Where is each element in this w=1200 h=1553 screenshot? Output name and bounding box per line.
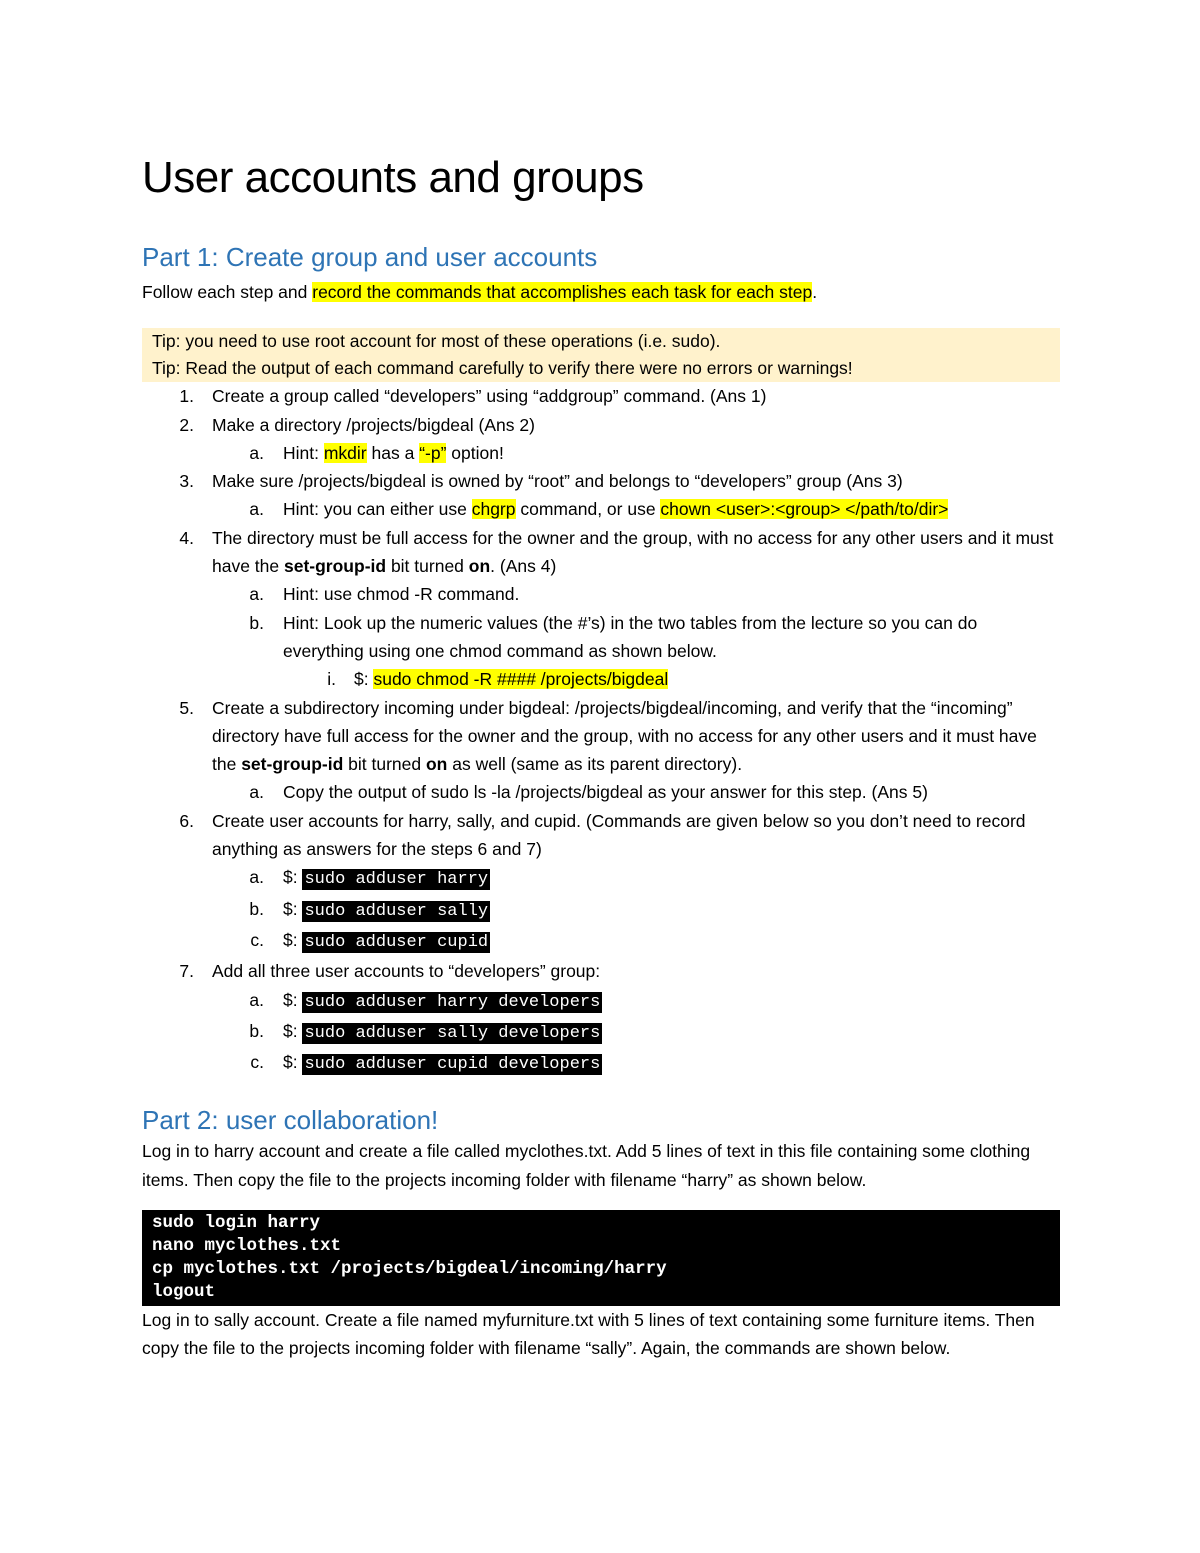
- step-text: Hint: Look up the numeric values (the #’s) in the two tables from the lecture so you can do everything using one chmod command as shown below.: [283, 612, 978, 661]
- list-marker: 6.: [179, 810, 194, 831]
- list-marker: a.: [249, 584, 264, 605]
- list-marker: 7.: [179, 961, 194, 982]
- list-marker: b.: [249, 612, 264, 633]
- part2-paragraph-2: Log in to sally account. Create a file named myfurniture.txt with 5 lines of text containing some furniture items. Then copy the file to the projects incoming folder with filename “sally”. Again, the commands are shown below.: [142, 1310, 1035, 1359]
- list-item: [142, 895, 1060, 926]
- step-text: Hint: use chmod -R command.: [283, 584, 520, 605]
- bold-text: set-group-id: [284, 556, 387, 577]
- step-text: . (Ans 4): [490, 556, 557, 577]
- list-marker: a.: [249, 499, 264, 520]
- intro-text: Follow each step and: [142, 282, 313, 302]
- step-text: Create a subdirectory incoming under bigdeal: /projects/bigdeal/incoming, and verify that the “incoming” directory have full access for the owner and the group, with no access for any other users and it must have the: [212, 697, 1037, 775]
- list-item: [142, 467, 1060, 495]
- list-item: [142, 863, 1060, 894]
- list-marker: c.: [250, 1052, 264, 1073]
- step-text: Add all three user accounts to “developers” group:: [212, 961, 601, 982]
- bold-text: on: [468, 556, 491, 577]
- list-marker: 3.: [179, 471, 194, 492]
- tip-line-2: Tip: Read the output of each command carefully to verify there were no errors or warnings!: [152, 358, 853, 379]
- highlight: chown <user>:<group> </path/to/dir>: [660, 499, 949, 520]
- list-item: [142, 957, 1060, 985]
- list-marker: a.: [249, 442, 264, 463]
- list-item: [142, 926, 1060, 957]
- terminal-command: sudo adduser sally: [304, 901, 489, 921]
- step-text: Hint:: [283, 442, 324, 463]
- page-title: User accounts and groups: [142, 153, 644, 202]
- bold-text: on: [425, 754, 448, 775]
- code-line: nano myclothes.txt: [152, 1236, 342, 1257]
- terminal-command: sudo adduser cupid: [304, 932, 489, 952]
- list-item: [142, 665, 1060, 693]
- list-item: [142, 382, 1060, 410]
- step-text: The directory must be full access for the owner and the group, with no access for any other users and it must have the: [212, 527, 1054, 577]
- part2-heading: Part 2: user collaboration!: [142, 1105, 439, 1136]
- list-item: [142, 694, 1060, 779]
- part1-intro: [142, 278, 1060, 306]
- list-marker: b.: [249, 1020, 264, 1041]
- prompt: $:: [283, 929, 303, 950]
- highlight: mkdir: [323, 442, 367, 463]
- list-item: [142, 609, 1060, 666]
- step-text: Create a group called “developers” using “addgroup” command. (Ans 1): [212, 386, 767, 407]
- steps-list: [142, 382, 1060, 1079]
- step-text: option!: [446, 442, 504, 463]
- terminal-command: sudo adduser harry: [304, 870, 489, 890]
- terminal-command: sudo adduser harry developers: [304, 992, 601, 1012]
- list-item: [142, 986, 1060, 1017]
- list-marker: i.: [327, 669, 336, 690]
- list-marker: a.: [249, 867, 264, 888]
- list-item: [142, 495, 1060, 523]
- step-text: bit turned: [343, 754, 426, 775]
- bold-text: set-group-id: [241, 754, 344, 775]
- document-body: [142, 150, 1060, 1363]
- code-line: logout: [152, 1282, 216, 1303]
- list-marker: a.: [249, 782, 264, 803]
- step-text: as well (same as its parent directory).: [447, 754, 743, 775]
- code-block: [142, 1210, 1060, 1306]
- step-text: bit turned: [386, 556, 469, 577]
- list-marker: c.: [250, 929, 264, 950]
- list-marker: 4.: [179, 527, 194, 548]
- step-text: Make sure /projects/bigdeal is owned by “root” and belongs to “developers” group (Ans 3): [212, 471, 903, 492]
- prompt: $:: [354, 669, 374, 690]
- list-marker: b.: [249, 898, 264, 919]
- prompt: $:: [283, 989, 303, 1010]
- terminal-command: sudo adduser sally developers: [304, 1023, 601, 1043]
- list-item: [142, 807, 1060, 864]
- prompt: $:: [283, 1052, 303, 1073]
- list-item: [142, 580, 1060, 608]
- prompt: $:: [283, 1020, 303, 1041]
- tip-line-1: Tip: you need to use root account for most of these operations (i.e. sudo).: [152, 331, 721, 352]
- part1-heading: Part 1: Create group and user accounts: [142, 242, 598, 272]
- list-item: [142, 778, 1060, 806]
- list-item: [142, 1017, 1060, 1048]
- list-marker: a.: [249, 989, 264, 1010]
- list-marker: 2.: [179, 414, 194, 435]
- step-text: Make a directory /projects/bigdeal (Ans 2): [212, 414, 535, 435]
- prompt: $:: [283, 867, 303, 888]
- code-line: sudo login harry: [152, 1213, 321, 1234]
- list-item: [142, 524, 1060, 581]
- step-text: Hint: you can either use: [283, 499, 472, 520]
- step-text: Create user accounts for harry, sally, and cupid. (Commands are given below so you don’t need to record anything as answers for the steps 6 and 7): [212, 810, 1026, 860]
- command-highlight: sudo chmod -R #### /projects/bigdeal: [373, 669, 669, 690]
- step-text: command, or use: [515, 499, 661, 520]
- prompt: $:: [283, 898, 303, 919]
- part2-paragraph-1: Log in to harry account and create a file called myclothes.txt. Add 5 lines of text in this file containing some clothing items. Then copy the file to the projects incoming folder with filename “harry” as shown below.: [142, 1141, 1031, 1190]
- list-marker: 5.: [179, 697, 194, 718]
- highlight: “-p”: [419, 442, 447, 463]
- tip-box: [142, 328, 1060, 382]
- list-item: [142, 439, 1060, 467]
- highlight: chgrp: [471, 499, 516, 520]
- step-text: has a: [366, 442, 420, 463]
- intro-highlight: record the commands that accomplishes each task for each step: [312, 282, 813, 302]
- list-item: [142, 411, 1060, 439]
- list-marker: 1.: [179, 386, 194, 407]
- terminal-command: sudo adduser cupid developers: [304, 1055, 601, 1075]
- intro-end: .: [812, 282, 818, 302]
- code-line: cp myclothes.txt /projects/bigdeal/incoming/harry: [152, 1259, 667, 1280]
- step-text: Copy the output of sudo ls -la /projects/bigdeal as your answer for this step. (Ans 5): [283, 782, 928, 803]
- list-item: [142, 1048, 1060, 1079]
